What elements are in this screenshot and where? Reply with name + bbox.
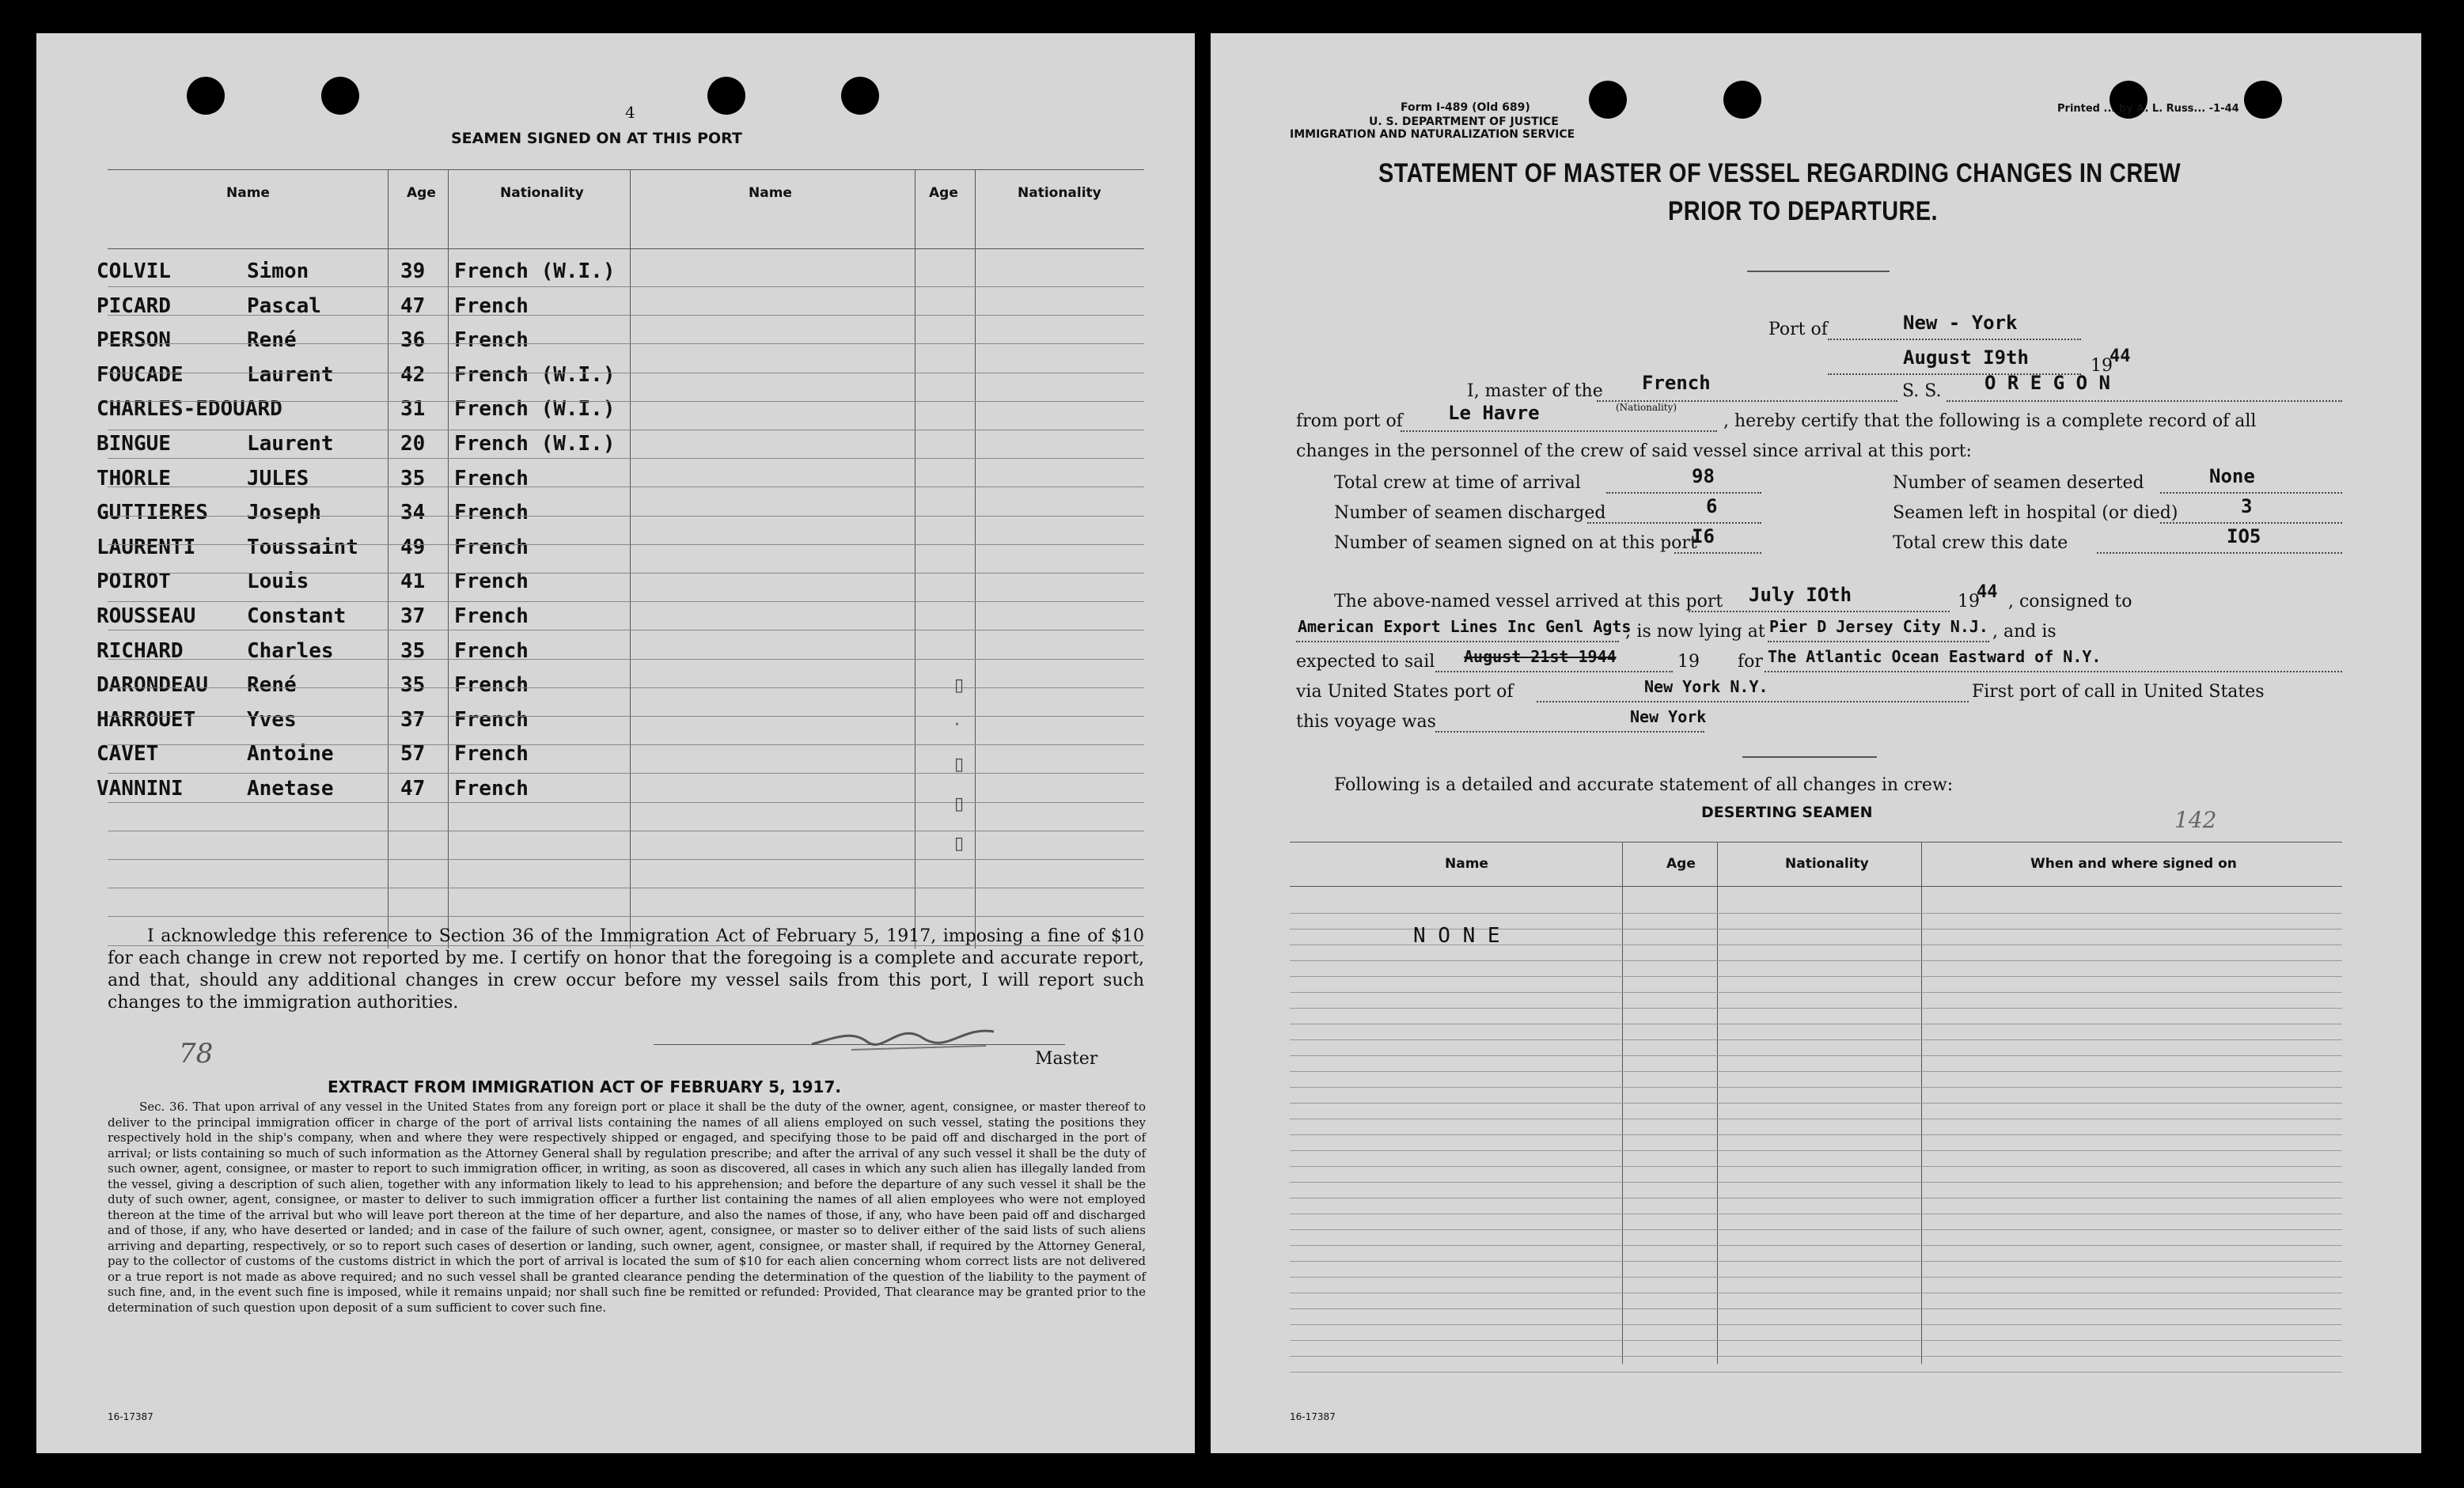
deserting-none: N O N E — [1413, 924, 1500, 948]
crew-age: 47 — [400, 777, 426, 801]
destination: The Atlantic Ocean Eastward of N.Y. — [1768, 647, 2102, 666]
form-code: 16-17387 — [108, 1411, 154, 1422]
crew-nationality: French — [454, 638, 529, 663]
printed-note: Printed ... by A. L. Russ... -1-44 — [2057, 103, 2239, 115]
des-col-signed-on: When and where signed on — [2030, 856, 2237, 872]
service: IMMIGRATION AND NATURALIZATION SERVICE — [1290, 128, 1575, 141]
crew-given-name: JULES — [247, 466, 309, 490]
des-col-age: Age — [1666, 856, 1696, 872]
from-port-value: Le Havre — [1448, 402, 1540, 424]
col-header-name-2: Name — [749, 185, 792, 201]
col-header-nationality-2: Nationality — [1018, 185, 1101, 201]
extract-text: Sec. 36. That upon arrival of any vessel in the United States from any foreign port or place it shall be the duty of the owner, agent, consignee, or master thereof to deliver to the principal immigration officer in charge of the port of arrival lists containing the names of all aliens employed on such vessel, stating the positions they respectively hold in the ship's company, when and where they were respectively shipped or engaged, and specifying those to be paid off and discharged in the port of arrival; or lists containing so much of such information as the Attorney General shall by regulation prescribe; and after the arrival of any such vessel it shall be the duty of such owner, agent, consignee, or master to report to such immigration officer, in writing, as soon as discovered, all cases in which any such alien has illegally landed from the vessel, giving a description of such alien, together with any information likely to lead to his apprehension; and before the departure of any such vessel it shall be the duty of such owner, agent, consignee, or master to deliver to such immigration officer a further list containing the names of all alien employees who were not employed thereon at the time of the arrival but who will leave port thereon at the time of her departure, and also the names of those, if any, who have been paid off and discharged and of those, if any, who have deserted or landed; and in case of the failure of such owner, agent, consignee, or master so to deliver either of the said lists of such aliens arriving and departing, respectively, or so to report such cases of desertion or landing, such owner, agent, consignee, or master shall, if required by the Attorney General, pay to the collector of customs of the customs district in which the port of arrival is located the sum of $10 for each alien concerning whom correct lists are not delivered or a true report is not made as above required; and no such vessel shall be granted clearance pending the determination of the question of the liability to the payment of such fine, and, in the event such fine is imposed, while it remains unpaid; nor shall such fine be remitted or refunded: Provided, That clearance may be granted prior to the determination of such question upon deposit of a sum sufficient to cover such fine. — [108, 1100, 1146, 1315]
department: U. S. DEPARTMENT OF JUSTICE — [1369, 115, 1559, 128]
crew-surname: VANNINI — [97, 777, 184, 801]
stamp-mark: ▯ · ▯ ▯ ▯ — [954, 676, 965, 854]
deserting-heading: DESERTING SEAMEN — [1701, 804, 1873, 821]
crew-nationality: French — [454, 328, 529, 353]
punch-hole — [187, 77, 225, 115]
date-value: August I9th — [1903, 346, 2029, 369]
vessel-nationality: French — [1642, 372, 1711, 394]
crew-age: 37 — [400, 707, 426, 732]
crew-age: 37 — [400, 604, 426, 628]
crew-surname: POIROT — [97, 570, 171, 594]
seamen-signed-on: I6 — [1692, 525, 1715, 547]
lying-at: Pier D Jersey City N.J. — [1769, 617, 1988, 636]
crew-nationality: French (W.I.) — [454, 432, 616, 456]
col-header-name: Name — [226, 185, 270, 201]
crew-nationality: French — [454, 501, 529, 525]
form-number: Form I-489 (Old 689) — [1401, 101, 1530, 114]
crew-given-name: René — [247, 328, 297, 353]
crew-surname: LAURENTI — [97, 535, 196, 559]
crew-surname: THORLE — [97, 466, 171, 490]
crew-nationality: French — [454, 742, 529, 767]
total-crew-arrival: 98 — [1692, 465, 1715, 487]
vessel-name: O R E G O N — [1984, 372, 2110, 394]
crew-nationality: French — [454, 777, 529, 801]
document-title-line2: PRIOR TO DEPARTURE. — [1668, 196, 1938, 226]
punch-hole — [2244, 81, 2282, 119]
crew-given-name: Louis — [247, 570, 309, 594]
following-text: Following is a detailed and accurate statement of all changes in crew: — [1334, 775, 1954, 795]
col-header-age-2: Age — [929, 185, 958, 201]
des-col-name: Name — [1445, 856, 1488, 872]
crew-given-name: Pascal — [247, 293, 321, 318]
crew-surname: COLVIL — [97, 259, 171, 283]
crew-surname: CAVET — [97, 742, 159, 767]
margin-note: 78 — [179, 1038, 214, 1070]
crew-surname: ROUSSEAU — [97, 604, 196, 628]
port-value: New - York — [1903, 312, 2018, 334]
punch-hole — [321, 77, 359, 115]
crew-surname: GUTTIERES — [97, 501, 208, 525]
seamen-deserted: None — [2209, 465, 2255, 487]
crew-nationality: French — [454, 293, 529, 318]
crew-nationality: French (W.I.) — [454, 259, 616, 283]
crew-surname: BINGUE — [97, 432, 171, 456]
margin-mark: 142 — [2174, 807, 2217, 833]
crew-given-name: René — [247, 673, 297, 698]
crew-nationality: French — [454, 466, 529, 490]
crew-age: 57 — [400, 742, 426, 767]
crew-given-name: Laurent — [247, 362, 334, 387]
total-crew-date: IO5 — [2227, 525, 2261, 547]
crew-age: 42 — [400, 362, 426, 387]
crew-age: 39 — [400, 259, 426, 283]
crew-given-name: Charles — [247, 638, 334, 663]
crew-surname: CHARLES-EDOUARD — [97, 397, 282, 422]
crew-age: 36 — [400, 328, 426, 353]
page-number: 4 — [625, 103, 635, 122]
crew-nationality: French — [454, 707, 529, 732]
crew-given-name: Anetase — [247, 777, 334, 801]
crew-given-name: Constant — [247, 604, 347, 628]
seamen-discharged: 6 — [1706, 495, 1718, 517]
document-title-line1: STATEMENT OF MASTER OF VESSEL REGARDING CHANGES IN CREW — [1378, 158, 2182, 188]
crew-given-name: Simon — [247, 259, 309, 283]
arrival-date: July IOth — [1749, 584, 1852, 606]
crew-given-name: Antoine — [247, 742, 334, 767]
crew-surname: HARROUET — [97, 707, 196, 732]
master-label: Master — [1035, 1049, 1098, 1069]
acknowledgment-text: I acknowledge this reference to Section 36 of the Immigration Act of February 5, 1917, imposing a fine of $10 for each change in crew not reported by me. I certify on honor that the foregoing is a complete and accurate report, and that, should any additional changes in crew occur before my vessel sails from this port, I will report such changes to the immigration authorities. — [108, 926, 1144, 1013]
right-page: Form I-489 (Old 689) U. S. DEPARTMENT OF JUSTICE IMMIGRATION AND NATURALIZATION SERVICE Printed ... by A. L. Russ... -1-44 STATEMENT OF MASTER OF VESSEL REGARDING CHANGES IN CREW PRIOR TO DEPARTURE. Port of New - York August I9th 19 44 I, master of the French S. S. O R E G O N from port of Le Havre (Nationality) , hereby certify that the following is a complete record of all changes in the personnel of the crew of said vessel since arrival at this port: Total crew at time of arrival 98 Number of seamen discharged 6 Number of seamen signed on at this port I6 Number of seamen deserted None Seamen left in hospital (or died) 3 Total crew this date IO5 The above-named vessel arrived at this port July IOth 19 44 , consigned to American Export Lines Inc Genl Agts ; is now lying at Pier D Jersey City N.J. , and is expected to sail August 21st 1944 19 for The Atlantic Ocean Eastward of N.Y. via United States port of New York N.Y. First port of call in United States this voyage was New York Following is a detailed and accurate statement of all changes in crew: DESERTING SEAMEN 142 Name Age Nationality When and where signed on N O N E 16-17387 — [1211, 33, 2421, 1453]
crew-nationality: French — [454, 570, 529, 594]
crew-age: 35 — [400, 638, 426, 663]
crew-age: 49 — [400, 535, 426, 559]
punch-hole — [707, 77, 745, 115]
crew-surname: PERSON — [97, 328, 171, 353]
form-code-right: 16-17387 — [1290, 1411, 1336, 1422]
col-header-nationality: Nationality — [500, 185, 584, 201]
arrival-year: 44 — [1977, 582, 1998, 602]
crew-surname: FOUCADE — [97, 362, 184, 387]
crew-surname: RICHARD — [97, 638, 184, 663]
crew-given-name: Joseph — [247, 501, 321, 525]
section-heading: SEAMEN SIGNED ON AT THIS PORT — [451, 130, 742, 147]
punch-hole — [841, 77, 879, 115]
extract-heading: EXTRACT FROM IMMIGRATION ACT OF FEBRUARY 5, 1917. — [328, 1077, 841, 1096]
crew-age: 35 — [400, 466, 426, 490]
voyage-value: New York — [1630, 707, 1707, 726]
crew-nationality: French — [454, 604, 529, 628]
expected-sail: August 21st 1944 — [1464, 647, 1617, 666]
date-year: 44 — [2110, 346, 2131, 366]
crew-age: 41 — [400, 570, 426, 594]
crew-surname: DARONDEAU — [97, 673, 208, 698]
crew-given-name: Toussaint — [247, 535, 358, 559]
crew-nationality: French (W.I.) — [454, 362, 616, 387]
crew-surname: PICARD — [97, 293, 171, 318]
punch-hole — [1589, 81, 1627, 119]
crew-nationality: French — [454, 673, 529, 698]
crew-age: 34 — [400, 501, 426, 525]
seamen-hospital: 3 — [2241, 495, 2253, 517]
crew-given-name: Laurent — [247, 432, 334, 456]
crew-age: 20 — [400, 432, 426, 456]
crew-nationality: French — [454, 535, 529, 559]
left-page — [36, 33, 1195, 1453]
col-header-age: Age — [407, 185, 436, 201]
consignee: American Export Lines Inc Genl Agts — [1298, 617, 1632, 636]
via-port: New York N.Y. — [1644, 677, 1768, 696]
crew-age: 31 — [400, 397, 426, 422]
master-signature — [804, 1014, 1010, 1054]
crew-nationality: French (W.I.) — [454, 397, 616, 422]
des-col-nationality: Nationality — [1785, 856, 1869, 872]
punch-hole — [1723, 81, 1761, 119]
crew-age: 47 — [400, 293, 426, 318]
crew-given-name: Yves — [247, 707, 297, 732]
crew-age: 35 — [400, 673, 426, 698]
